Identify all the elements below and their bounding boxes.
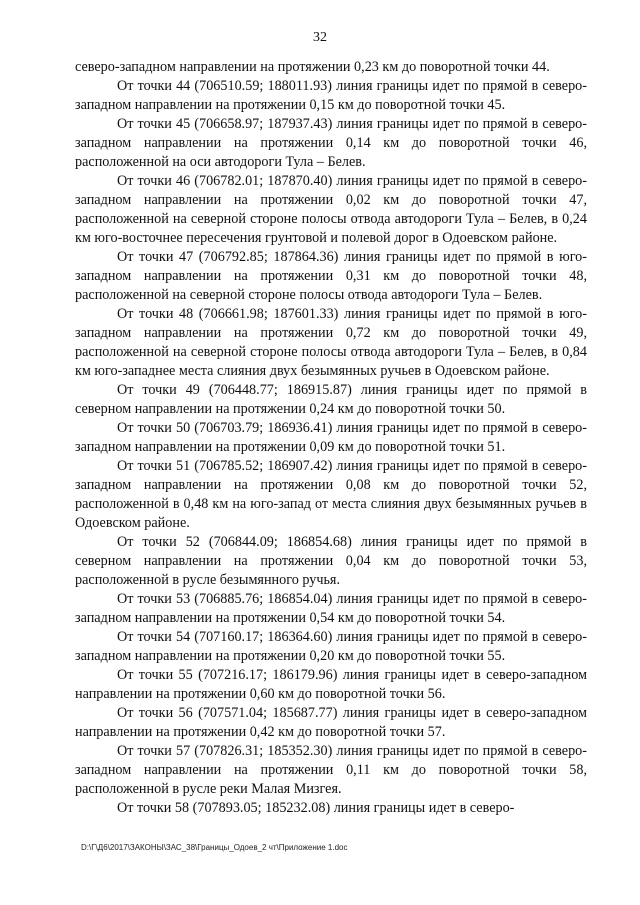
paragraph-point-44: От точки 44 (706510.59; 188011.93) линия границы идет по прямой в северо-западном направлении на протяжении 0,15 км до поворотной точки 45. [75,78,587,113]
paragraph-point-57: От точки 57 (707826.31; 185352.30) линия границы идет по прямой в северо-западном направлении на протяжении 0,11 км до поворотной точки 58, расположенной в русле реки Малая Мизгея. [75,743,587,797]
paragraph-point-48: От точки 48 (706661.98; 187601.33) линия границы идет по прямой в юго-западном направлении на протяжении 0,72 км до поворотной точки 49, расположенной на северной стороне полосы отвода автодороги Тула – Белев, в 0,84 км юго-западнее места слияния двух безымянных ручьев в Одоевском районе. [75,306,587,379]
paragraph-continuation: северо-западном направлении на протяжении 0,23 км до поворотной точки 44. [75,59,550,75]
footer-file-path: D:\Г\Д6\2017\ЗАКОНЫ\ЗАС_38\Границы_Одоев_2 чт\Приложение 1.doc [81,843,348,852]
paragraph-point-51: От точки 51 (706785.52; 186907.42) линия границы идет по прямой в северо-западном направлении на протяжении 0,08 км до поворотной точки 52, расположенной в 0,48 км на юго-запад от места слияния двух безымянных ручьев в Одоевском районе. [75,458,587,531]
paragraph-point-49: От точки 49 (706448.77; 186915.87) линия границы идет по прямой в северном направлении на протяжении 0,24 км до поворотной точки 50. [75,382,587,417]
paragraph-point-52: От точки 52 (706844.09; 186854.68) линия границы идет по прямой в северном направлении на протяжении 0,04 км до поворотной точки 53, расположенной в русле безымянного ручья. [75,534,587,588]
document-body [75,58,587,818]
paragraph-point-58: От точки 58 (707893.05; 185232.08) линия границы идет в северо- [117,800,515,816]
paragraph-point-54: От точки 54 (707160.17; 186364.60) линия границы идет по прямой в северо-западном направлении на протяжении 0,20 км до поворотной точки 55. [75,629,587,664]
paragraph-point-56: От точки 56 (707571.04; 185687.77) линия границы идет в северо-западном направлении на протяжении 0,42 км до поворотной точки 57. [75,705,587,740]
paragraph-point-53: От точки 53 (706885.76; 186854.04) линия границы идет по прямой в северо-западном направлении на протяжении 0,54 км до поворотной точки 54. [75,591,587,626]
paragraph-point-46: От точки 46 (706782.01; 187870.40) линия границы идет по прямой в северо-западном направлении на протяжении 0,02 км до поворотной точки 47, расположенной на северной стороне полосы отвода автодороги Тула – Белев, в 0,24 км юго-восточнее пересечения грунтовой и полевой дорог в Одоевском районе. [75,173,587,246]
paragraph-point-55: От точки 55 (707216.17; 186179.96) линия границы идет в северо-западном направлении на протяжении 0,60 км до поворотной точки 56. [75,667,587,702]
paragraph-point-50: От точки 50 (706703.79; 186936.41) линия границы идет по прямой в северо-западном направлении на протяжении 0,09 км до поворотной точки 51. [75,420,587,455]
paragraph-point-47: От точки 47 (706792.85; 187864.36) линия границы идет по прямой в юго-западном направлении на протяжении 0,31 км до поворотной точки 48, расположенной на северной стороне полосы отвода автодороги Тула – Белев. [75,249,587,303]
page-number: 32 [313,30,327,45]
paragraph-point-45: От точки 45 (706658.97; 187937.43) линия границы идет по прямой в северо-западном направлении на протяжении 0,14 км до поворотной точки 46, расположенной на оси автодороги Тула – Белев. [75,116,587,170]
